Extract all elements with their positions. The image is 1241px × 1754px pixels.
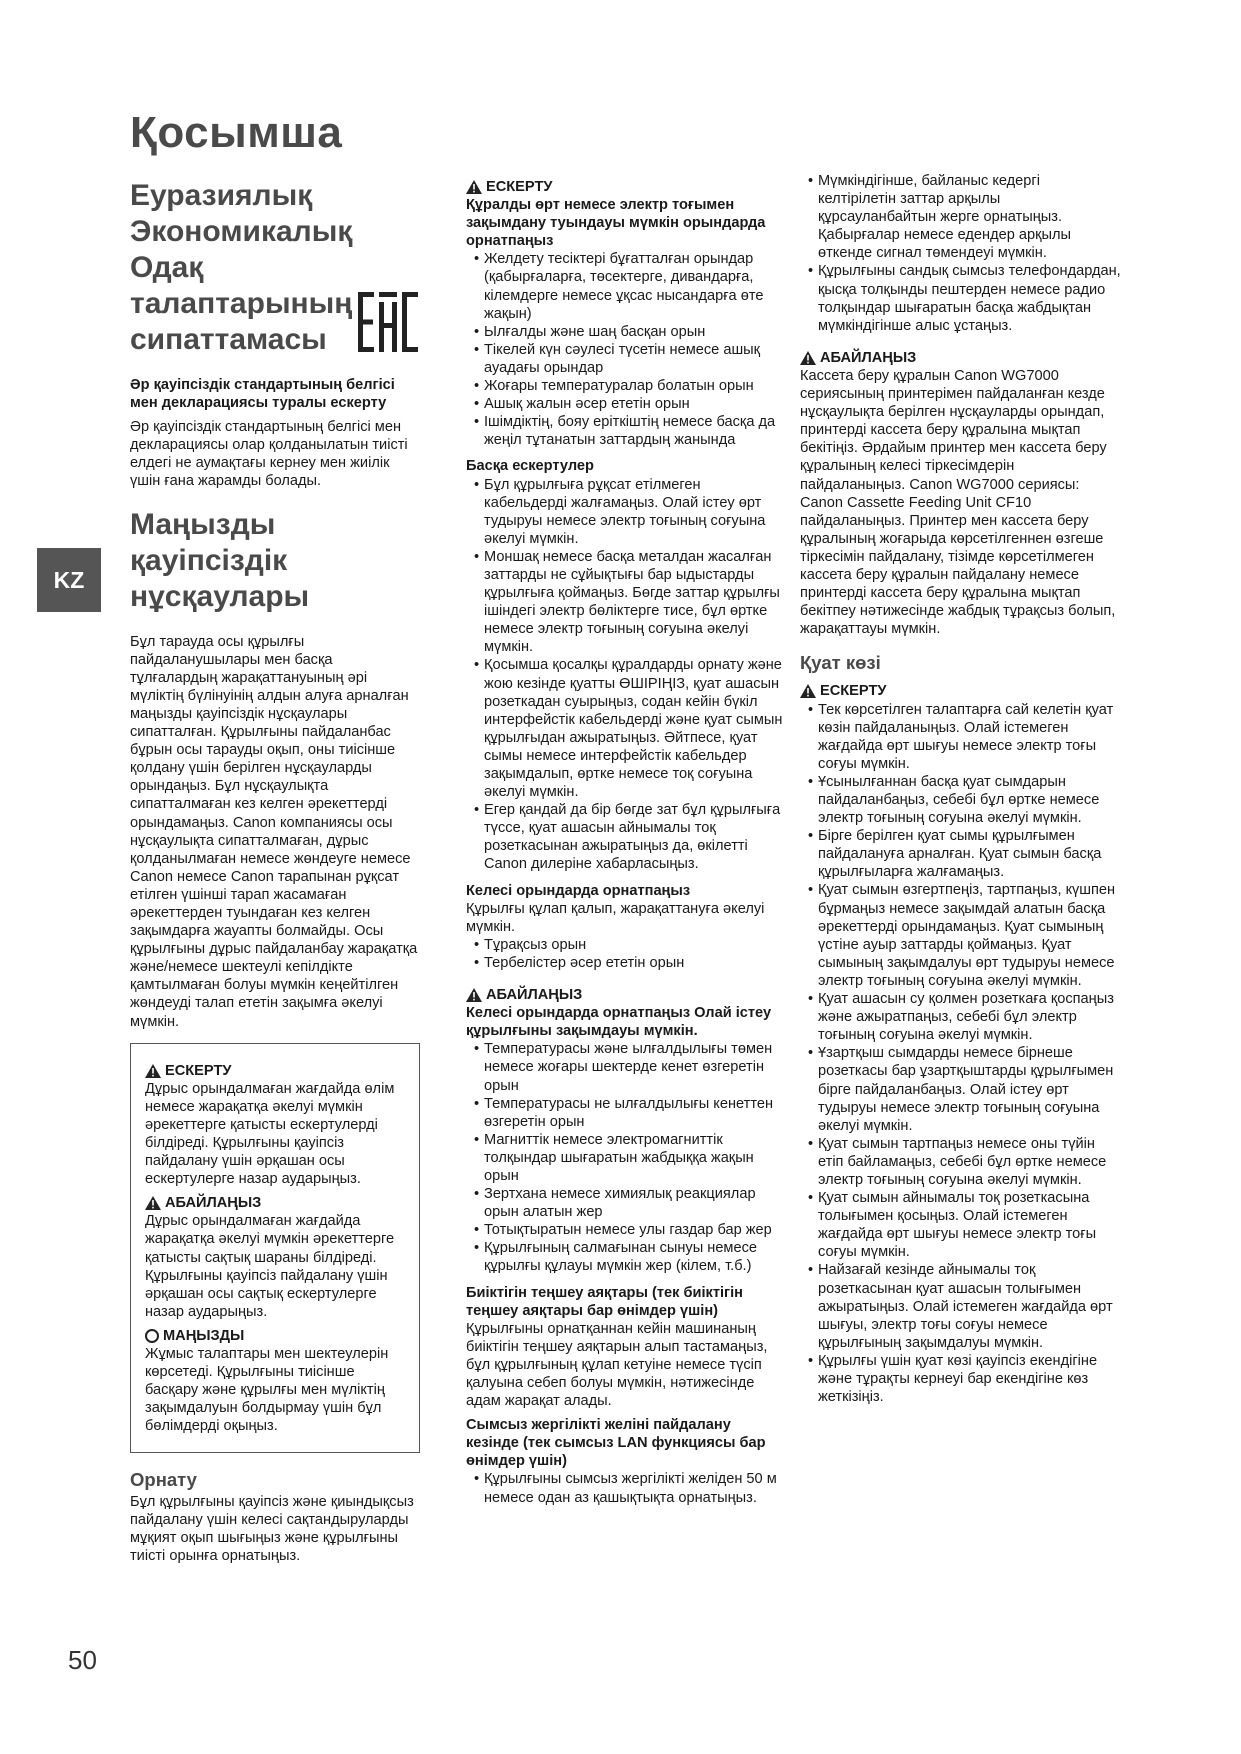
warning-label: ЕСКЕРТУ xyxy=(800,682,1122,700)
list-item: • Ішімдіктің, бояу еріткіштің немесе басқа да жеңіл тұтанатын заттардың жанында xyxy=(466,413,786,449)
list-item: • Қуат сымын тартпаңыз немесе оны түйін етіп байламаңыз, себебі бұл өртке немесе электр тоғының соғуына әкелуі мүмкін. xyxy=(800,1135,1122,1189)
list-item: • Ашық жалын әсер ететін орын xyxy=(466,395,786,413)
power-supply-heading: Қуат көзі xyxy=(800,652,881,674)
safety-heading xyxy=(130,507,420,615)
column-left xyxy=(130,178,420,1571)
caution-icon xyxy=(800,351,816,365)
caution-label: АБАЙЛАҢЫЗ xyxy=(466,986,786,1004)
caution-label: АБАЙЛАҢЫЗ xyxy=(800,349,1122,367)
list-item: • Қуат сымын өзгертпеңіз, тартпаңыз, күшпен бұрмаңыз немесе зақымдай алатын басқа әрекеттерді орындамаңыз. Қуат сымының үстіне ауыр заттарды қоймаңыз. Қуат сымының зақымдалуы өрт тудыруы немесе электр тоғының соғуына әкелуі мүмкін. xyxy=(800,881,1122,990)
list-item: • Зертхана немесе химиялық реакциялар орын алатын жер xyxy=(466,1185,786,1221)
other-warnings-list xyxy=(466,476,786,874)
important-label: МАҢЫЗДЫ xyxy=(145,1327,405,1345)
wireless-lan-list-continued xyxy=(800,172,1122,335)
install-heading: Орнату xyxy=(130,1468,197,1490)
declaration-title: Әр қауіпсіздік стандартының белгісі мен декларациясы туралы ескерту xyxy=(130,377,395,412)
list-item: • Тұрақсыз орын xyxy=(466,936,786,954)
eac-heading-line: сипаттамасы xyxy=(130,323,327,356)
list-item: • Тербелістер әсер ететін орын xyxy=(466,954,786,972)
list-item: • Тікелей күн сәулесі түсетін немесе ашық ауадағы орындар xyxy=(466,341,786,377)
list-item: • Қосымша қосалқы құралдарды орнату және жою кезінде қуатты ӨШІРІҢІЗ, қуат ашасын розеткадан суырыңыз, содан кейін бүкіл интерфейстік кабельдерді және қуат сымын құрылғыдан ажыратыңыз. Әйтпесе, қуат сымы немесе интерфейстік кабельдер зақымдалып, өртке немесе тоқ соғуына әкелуі мүмкін. xyxy=(466,656,786,801)
caution-icon xyxy=(466,988,482,1002)
power-supply-list xyxy=(800,701,1122,1407)
caution-label: АБАЙЛАҢЫЗ xyxy=(145,1194,405,1212)
list-item: • Магниттік немесе электромагниттік толқындар шығаратын жабдыққа жақын орын xyxy=(466,1131,786,1185)
important-icon xyxy=(145,1329,159,1343)
list-item: • Тек көрсетілген талаптарға сай келетін қуат көзін пайдаланыңыз. Олай істемеген жағдайда өрт шығуы немесе электр тоғы соғуы мүмкін. xyxy=(800,701,1122,773)
list-item: • Қуат ашасын су қолмен розеткаға қоспаңыз және ажыратпаңыз, себебі бұл электр тоғының соғуына әкелуі мүмкін. xyxy=(800,990,1122,1044)
fire-risk-list xyxy=(466,250,786,449)
list-item: • Ұсынылғаннан басқа қуат сымдарын пайдаланбаңыз, себебі бұл өртке немесе электр тоғының соғуына әкелуі мүмкін. xyxy=(800,773,1122,827)
list-item: • Құрылғы үшін қуат көзі қауіпсіз екендігіне және тұрақты кернеуі бар екендігіне көз жеткізіңіз. xyxy=(800,1352,1122,1406)
page-number: 50 xyxy=(68,1645,97,1675)
caution-location-title: Келесі орындарда орнатпаңыз Олай істеу құрылғыны зақымдауы мүмкін. xyxy=(466,1005,772,1040)
fire-risk-title: Құралды өрт немесе электр тоғымен зақымдану туындауы мүмкін орындарда орнатпаңыз xyxy=(466,197,766,250)
warning-icon xyxy=(466,180,482,194)
install-text: Бұл құрылғыны қауіпсіз және қиындықсыз пайдалану үшін келесі сақтандыруларды мұқият оқып шығыңыз және құрылғыны тиісті орынға орнатыңыз. xyxy=(130,1493,414,1564)
list-item: • Бұл құрылғыға рұқсат етілмеген кабельдерді жалғамаңыз. Олай істеу өрт тудыруы немесе электр тоғының соғуына әкелуі мүмкін. xyxy=(466,476,786,548)
warning-icon xyxy=(800,684,816,698)
list-item: • Моншақ немесе басқа металдан жасалған заттарды не сұйықтығы бар ыдыстарды құрылғыға қоймаңыз. Бөгде заттар құрылғы ішіндегі электр бөліктерге тисе, бұл өртке немесе электр тоғының соғуына әкелуі мүмкін. xyxy=(466,548,786,657)
unstable-location-list xyxy=(466,936,786,972)
list-item: • Найзағай кезінде айнымалы тоқ розеткасынан қуат ашасын толығымен ажыратыңыз. Олай істемеген жағдайда өрт шығуы, электр тоғы соғуы немесе құрылғының зақымдалуы мүмкін. xyxy=(800,1261,1122,1351)
list-item: • Тотықтыратын немесе улы газдар бар жер xyxy=(466,1221,786,1239)
cassette-caution-text: Кассета беру құралын Canon WG7000 сериясының принтерімен пайдаланған кезде нұсқаулықта берілген нұсқауларды орындап, принтерді кассета беру құралына мықтап бекітіңіз. Әрдайым принтер мен кассета беру құралының келесі тіркесімдерін пайдаланыңыз. Canon WG7000 сериясы: Canon Cassette Feeding Unit CF10 пайдаланыңыз. Принтер мен кассета беру құралының жоғарыда көрсетілгеннен өзгеше тіркесімін пайдалану, тізімде көрсетілмеген кассета беру құралын пайдалану немесе принтерді кассета беру құралына мықтап бекітпеу нәтижесінде жабдық тұрақсыз болып, жарақаттауы мүмкін. xyxy=(800,367,1116,638)
leveling-feet-title: Биіктігін теңшеу аяқтары (тек биіктігін теңшеу аяқтары бар өнімдер үшін) xyxy=(466,1284,743,1319)
page-title: Қосымша xyxy=(130,108,343,157)
unstable-location-title: Келесі орындарда орнатпаңыз xyxy=(466,882,691,899)
language-tab: KZ xyxy=(37,548,101,612)
list-item: • Бірге берілген қуат сымы құрылғымен пайдалануға арналған. Қуат сымын басқа құрылғыларға жалғамаңыз. xyxy=(800,827,1122,881)
list-item: • Ылғалды және шаң басқан орын xyxy=(466,323,786,341)
list-item: • Құрылғыны сандық сымсыз телефондардан, қысқа толқынды пештерден немесе радио толқындар шығаратын басқа жабдықтан мүмкіндігінше алыс ұстаңыз. xyxy=(800,262,1122,334)
eac-heading-line: Экономикалық xyxy=(130,215,353,248)
warning-label: ЕСКЕРТУ xyxy=(145,1062,405,1080)
caution-location-list xyxy=(466,1040,786,1275)
leveling-feet-text: Құрылғыны орнатқаннан кейін машинаның биіктігін теңшеу аяқтарын алып тастамаңыз, бұл құрылғының құлап кетуіне немесе түсіп қалуына себеп болуы мүмкін, нәтижесінде адам жарақат алады. xyxy=(466,1320,768,1410)
eac-heading-line: Одақ xyxy=(130,251,204,284)
column-middle xyxy=(466,178,786,1515)
eac-heading xyxy=(130,178,420,358)
list-item: • Құрылғыны сымсыз жергілікті желіден 50 м немесе одан аз қашықтықта орнатыңыз. xyxy=(466,1470,786,1506)
warning-description: Дұрыс орындалмаған жағдайда өлім немесе жарақатқа әкелуі мүмкін әрекеттерге қатысты ескертулерді білдіреді. Құрылғыны қауіпсіз пайдалану үшін әрқашан осы ескертулерге назар аударыңыз. xyxy=(145,1080,395,1188)
symbols-legend-box xyxy=(130,1043,420,1453)
caution-description: Дұрыс орындалмаған жағдайда жарақатқа әкелуі мүмкін әрекеттерге қатысты сақтық шараны білдіреді. Құрылғыны қауіпсіз пайдалану үшін әрқашан осы сақтық ескертулерге назар аударыңыз. xyxy=(145,1213,395,1320)
list-item: • Мүмкіндігінше, байланыс кедергі келтірілетін заттар арқылы құрсауланбайтын жерге орнатыңыз. Қабырғалар немесе едендер арқылы өткенде сигнал төмендеуі мүмкін. xyxy=(800,172,1122,262)
caution-icon xyxy=(145,1196,161,1210)
declaration-text: Әр қауіпсіздік стандартының белгісі мен декларациясы олар қолданылатын тиісті елдегі не аумақтағы кернеу мен жиілік үшін ғана жарамды болады. xyxy=(130,419,408,490)
column-right xyxy=(800,172,1122,1414)
warning-label: ЕСКЕРТУ xyxy=(466,178,786,196)
list-item: • Құрылғының салмағынан сынуы немесе құрылғы құлауы мүмкін жер (кілем, т.б.) xyxy=(466,1239,786,1275)
wireless-lan-list xyxy=(466,1470,786,1506)
eac-heading-line: Еуразиялық xyxy=(130,179,313,212)
warning-icon xyxy=(145,1064,161,1078)
safety-heading-line: Маңызды xyxy=(130,507,276,541)
list-item: • Егер қандай да бір бөгде зат бұл құрылғыға түссе, қуат ашасын айнымалы тоқ розеткасынан ажыратыңыз да, өкілетті Canon дилеріне хабарласыңыз. xyxy=(466,801,786,873)
list-item: • Ұзартқыш сымдарды немесе бірнеше розеткасы бар ұзартқыштарды құрылғымен бірге пайдаланбаңыз. Олай істеу өрт тудыруы немесе электр тоғының соғуына әкелуі мүмкін. xyxy=(800,1044,1122,1134)
unstable-location-text: Құрылғы құлап қалып, жарақаттануға әкелуі мүмкін. xyxy=(466,900,765,935)
other-warnings-title: Басқа ескертулер xyxy=(466,458,594,475)
list-item: • Қуат сымын айнымалы тоқ розеткасына толығымен қосыңыз. Олай істемеген жағдайда өрт шығуы немесе электр тоғы соғуы мүмкін. xyxy=(800,1189,1122,1261)
safety-heading-line: нұсқаулары xyxy=(130,579,310,613)
important-description: Жұмыс талаптары мен шектеулерін көрсетеді. Құрылғыны тиісінше басқару және құрылғы мен мүліктің зақымдалуын болдырмау үшін бұл бөлімдерді оқыңыз. xyxy=(145,1346,389,1435)
wireless-lan-title: Сымсыз жергілікті желіні пайдалану кезінде (тек сымсыз LAN функциясы бар өнімдер үшін) xyxy=(466,1417,766,1470)
list-item: • Жоғары температуралар болатын орын xyxy=(466,377,786,395)
safety-heading-line: қауіпсіздік xyxy=(130,543,288,577)
list-item: • Температурасы және ылғалдылығы төмен немесе жоғары шектерде кенет өзгеретін орын xyxy=(466,1040,786,1094)
safety-intro-text: Бұл тарауда осы құрылғы пайдаланушылары мен басқа тұлғалардың жарақаттануының әрі мүліктің бүлінуінің алдын алуға арналған маңызды қауіпсіздік нұсқаулары сипатталған. Құрылғыны пайдаланбас бұрын осы тарауды оқып, оны тиісінше қолдану үшін берілген нұсқауларды орындаңыз. Бұл нұсқаулықта сипатталмаған кез келген әрекеттерді орындамаңыз. Canon компаниясы осы нұсқаулықта сипатталмаған, дұрыс қолданылмаған немесе жөндеуге немесе Canon немесе Canon тарапынан рұқсат етілген үшінші тарап жасамаған әрекеттерден туындаған кез келген зақымдарға жауапты болмайды. Осы құрылғыны дұрыс пайдаланбау жарақатқа және/немесе шектеулі кепілдікте қамтылмаған болуы мүмкін кеңейтілген жөндеуді талап ететін зақымға әкелуі мүмкін. xyxy=(130,633,418,1030)
eac-heading-line: талаптарының xyxy=(130,287,353,320)
list-item: • Температурасы не ылғалдылығы кенеттен өзгеретін орын xyxy=(466,1095,786,1131)
list-item: • Желдету тесіктері бұғатталған орындар (қабырғаларға, төсектерге, дивандарға, кілемдерге немесе ұқсас нысандарға өте жақын) xyxy=(466,250,786,322)
eac-logo-icon xyxy=(356,290,420,354)
